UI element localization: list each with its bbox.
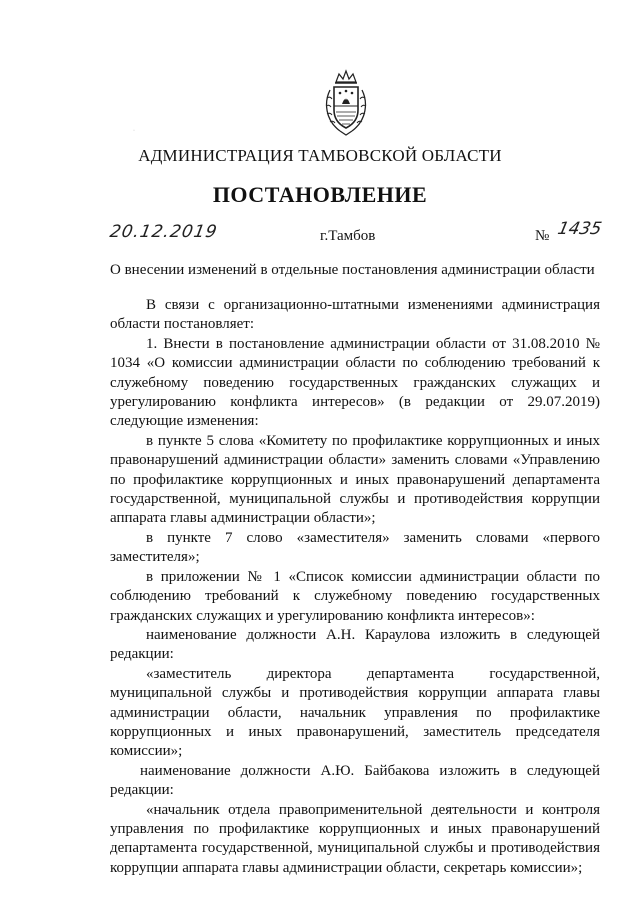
scan-artifact: · — [133, 128, 135, 134]
body-paragraph: 1. Внести в постановление администрации области от 31.08.2010 № 1034 «О комиссии администрации области по соблюдению требований к служебному поведению государственных гражданских служащих и урегулированию конфликта интересов» (в редакции от 29.07.2019) следующие изменения: — [110, 335, 600, 430]
document-subject: О внесении изменений в отдельные постановления администрации области — [110, 262, 595, 278]
document-type-title: ПОСТАНОВЛЕНИЕ — [212, 182, 428, 207]
organization-name: АДМИНИСТРАЦИЯ ТАМБОВСКОЙ ОБЛАСТИ — [138, 146, 502, 165]
body-paragraph: «заместитель директора департамента государственной, муниципальной службы и противодействия коррупции аппарата главы администрации области, начальник управления по профилактике коррупционных и иных правонарушений, заместитель председателя комиссии»; — [110, 665, 600, 760]
body-paragraph: «начальник отдела правоприменительной деятельности и контроля управления по профилактике коррупционных и иных правонарушений департамента государственной, муниципальной службы и противодействия коррупции аппарата главы администрации области, секретарь комиссии»; — [110, 801, 600, 876]
body-paragraph: наименование должности А.Н. Караулова изложить в следующей редакции: — [110, 626, 600, 663]
tambov-coat-of-arms-icon — [322, 68, 370, 138]
body-paragraph: в пункте 5 слова «Комитету по профилактике коррупционных и иных правонарушений администрации области» заменить словами «Управлению по профилактике коррупционных и иных правонарушений департамента государственной, муниципальной службы и противодействия коррупции аппарата главы администрации области»; — [110, 432, 600, 527]
handwritten-document-number: 1435 — [555, 219, 604, 239]
body-paragraph: наименование должности А.Ю. Байбакова изложить в следующей редакции: — [110, 762, 600, 799]
city-name: г.Тамбов — [320, 228, 376, 244]
body-paragraph: в пункте 7 слово «заместителя» заменить словами «первого заместителя»; — [110, 529, 600, 566]
number-label: № — [535, 228, 550, 244]
body-paragraph: В связи с организационно-штатными изменениями администрация области постановляет: — [110, 297, 600, 333]
body-paragraph: в приложении № 1 «Список комиссии администрации области по соблюдению требований к служебному поведению государственных гражданских служащих и урегулированию конфликта интересов»: — [110, 568, 600, 624]
document-body — [110, 296, 600, 878]
handwritten-date: 20.12.2019 — [108, 222, 220, 242]
